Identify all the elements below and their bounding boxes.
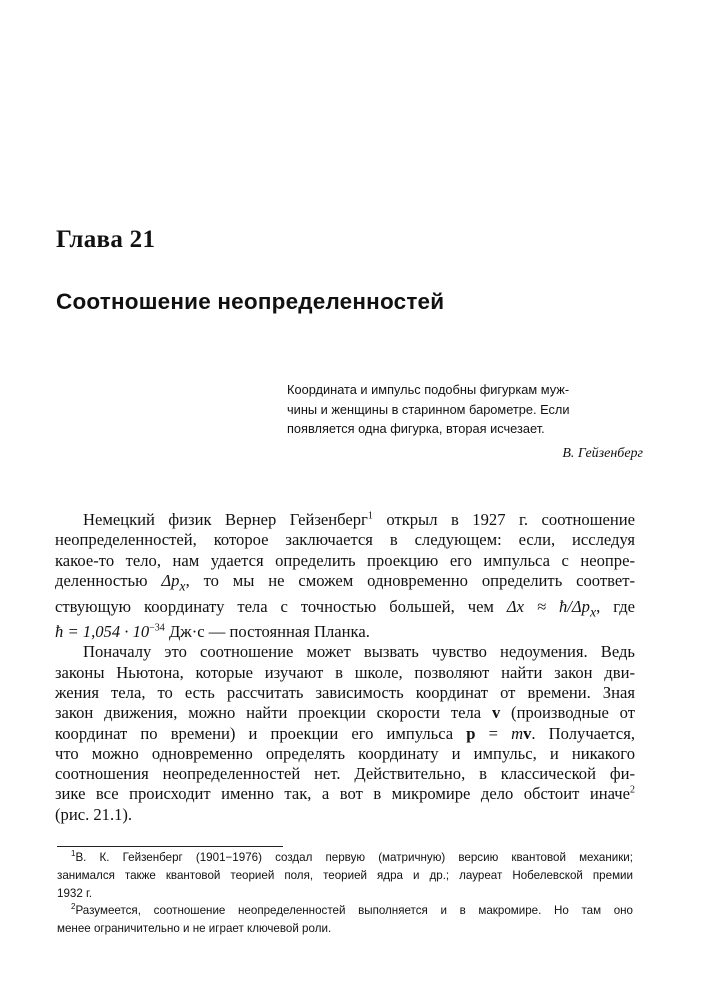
footnote-mark: 2 (71, 902, 76, 912)
text-run: . Получается, (531, 723, 635, 743)
footnote-1-line: занимался также квантовой теорией поля, теорией ядра и др.; лауреат Нобелевской премии (57, 868, 633, 882)
text-line (55, 703, 635, 723)
text-run: В. К. Гейзенберг (1901−1976) создал первую (матричную) версию квантовой механики; (75, 851, 633, 864)
text-line: соотношения неопределенностей нет. Действительно, в классической фи- (55, 764, 635, 784)
math-velocity: v (491, 703, 501, 723)
math-subscript: x (589, 603, 597, 619)
paragraph-1 (55, 510, 635, 642)
chapter-title: Соотношение неопределенностей (56, 289, 445, 314)
epigraph (287, 380, 647, 463)
epigraph-line: Координата и импульс подобны фигуркам муж- (287, 382, 570, 397)
text-run: ствующую координату тела с точностью большей, чем (55, 596, 507, 616)
footnote-2-line: менее ограничительно и не играет ключевой роли. (57, 922, 332, 936)
text-run: Немецкий физик Вернер Гейзенберг (83, 510, 368, 529)
text-run: , где (596, 596, 635, 616)
math-exponent: −34 (149, 622, 165, 634)
text-line: законы Ньютона, которые изучают в школе, позволяют найти закон дви- (55, 662, 635, 682)
text-line (55, 622, 635, 642)
text-line (55, 724, 635, 744)
chapter-label: Глава 21 (56, 226, 156, 253)
text-line: (рис. 21.1). (55, 804, 133, 824)
text-line: жения тела, то есть рассчитать зависимость координат от времени. Зная (55, 683, 635, 702)
math-momentum: p (466, 723, 476, 743)
text-line (55, 784, 635, 804)
footnote-mark: 1 (71, 849, 76, 859)
footnote-ref-2: 2 (630, 784, 635, 796)
text-line (55, 597, 635, 623)
text-run: (производные от (500, 703, 635, 723)
text-run: деленностью (55, 570, 162, 590)
text-line: что можно одновременно определять координату и импульс, и никакого (55, 743, 635, 763)
text-run: , то мы не сможем одновременно определить соответ- (185, 570, 635, 590)
text-run: Дж·с — постоянная Планка. (164, 622, 370, 642)
math-delta-p: Δp (161, 570, 180, 590)
text-run: координат по времени) и проекции его импульса (55, 723, 467, 743)
text-line (55, 571, 635, 597)
paragraph-2 (55, 642, 635, 825)
math-mass: m (511, 723, 524, 743)
text-line (55, 510, 635, 530)
math-planck: ħ = 1,054 · 10 (55, 622, 150, 642)
footnote-ref-1: 1 (367, 510, 373, 522)
footnote-1-line (57, 849, 633, 867)
text-run: закон движения, можно найти проекции скорости тела (55, 703, 492, 723)
footnotes (57, 849, 633, 938)
text-line: неопределенностей, которое заключается в следующем: если, исследуя (55, 530, 635, 550)
epigraph-line: чины и женщины в старинном барометре. Если (287, 401, 570, 417)
text-line: какое-то тело, нам удается определить проекцию его импульса с неопре- (55, 550, 635, 570)
text-run: Разумеется, соотношение неопределенностей выполняется и в макромире. Но там оно (75, 904, 633, 918)
main-text (55, 510, 635, 825)
text-run: открыл в 1927 г. соотношение (372, 510, 635, 529)
math-subscript: x (179, 578, 186, 594)
footnote-1-line: 1932 г. (57, 886, 93, 900)
text-line: Поначалу это соотношение может вызвать чувство недоумения. Ведь (83, 642, 635, 662)
math-velocity: v (523, 723, 532, 743)
footnote-2-line (57, 902, 633, 920)
footnote-divider (57, 846, 283, 847)
math-equals: = (475, 723, 512, 743)
math-uncertainty: Δx ≈ ħ/Δp (506, 596, 590, 616)
epigraph-author: В. Гейзенберг (562, 445, 643, 461)
epigraph-line: появляется одна фигурка, вторая исчезает. (287, 421, 545, 436)
text-run: зике все происходит именно так, а вот в микромире дело обстоит иначе (55, 784, 630, 804)
